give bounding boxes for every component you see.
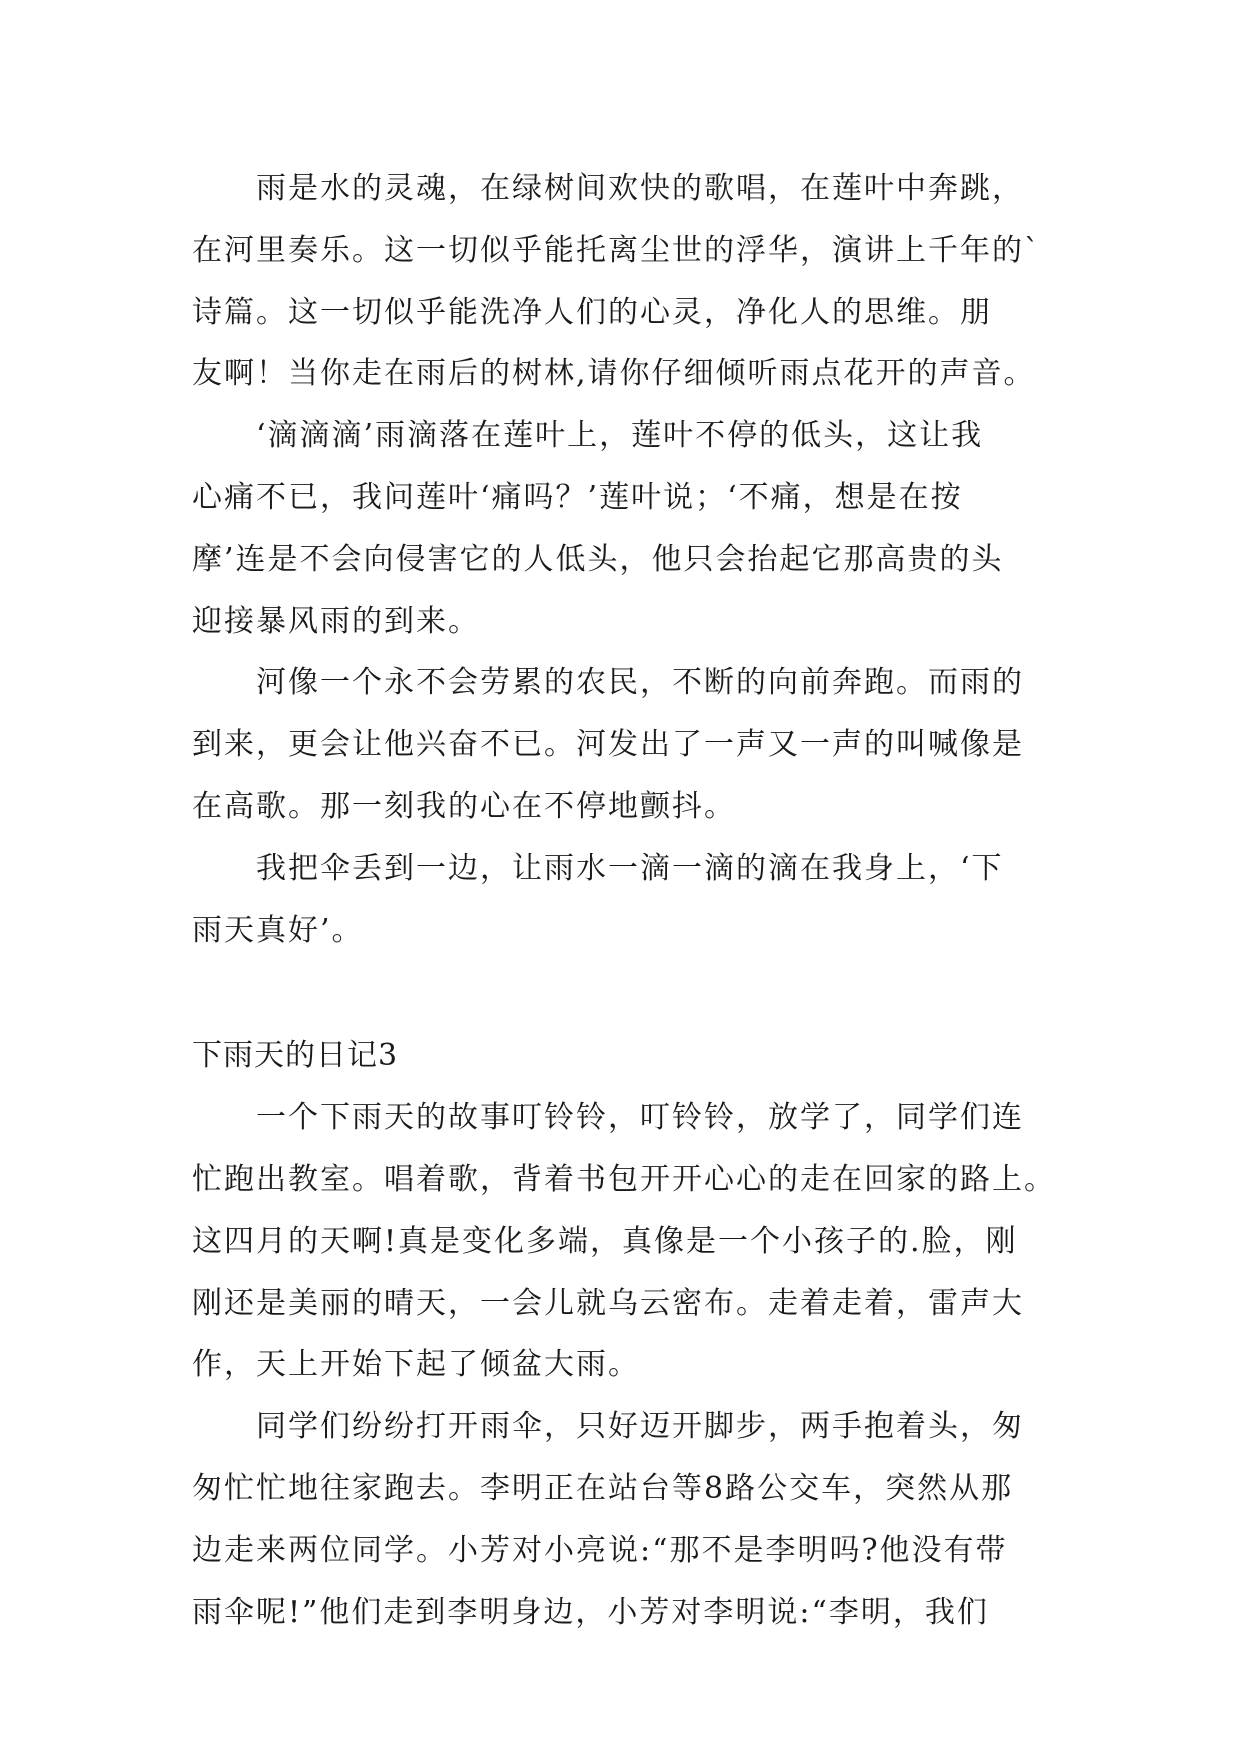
text-line: 同学们纷纷打开雨伞，只好迈开脚步，两手抱着头，匆 (256, 1409, 1024, 1445)
text-line: 在高歌。那一刻我的心在不停地颤抖。 (192, 788, 736, 824)
text-line: 我把伞丢到一边，让雨水一滴一滴的滴在我身上，‘下 (256, 850, 1004, 886)
document-body (192, 158, 1072, 1643)
paragraph (192, 405, 1072, 652)
paragraph (192, 158, 1072, 405)
text-line: 这四月的天啊!真是变化多端，真像是一个小孩子的.脸，刚 (192, 1223, 1018, 1259)
text-line: 刚还是美丽的晴天，一会儿就乌云密布。走着走着，雷声大 (192, 1285, 1024, 1321)
text-line: 河像一个永不会劳累的农民，不断的向前奔跑。而雨的 (256, 665, 1024, 701)
text-line: 迎接暴风雨的到来。 (192, 603, 480, 639)
text-line: 心痛不已，我问莲叶‘痛吗？’莲叶说；‘不痛，想是在按 (192, 479, 963, 515)
text-line: 一个下雨天的故事叮铃铃，叮铃铃，放学了，同学们连 (256, 1100, 1024, 1136)
text-line: 友啊！当你走在雨后的树林,请你仔细倾听雨点花开的声音。 (192, 356, 1036, 392)
section-heading: 下雨天的日记3 (192, 1038, 399, 1074)
text-line: 雨是水的灵魂，在绿树间欢快的歌唱，在莲叶中奔跳， (256, 171, 1024, 206)
paragraph (192, 652, 1072, 837)
text-line: 诗篇。这一切似乎能洗净人们的心灵，净化人的思维。朋 (192, 294, 992, 330)
text-line: 匆忙忙地往家跑去。李明正在站台等8路公交车，突然从那 (192, 1470, 1014, 1506)
text-line: 摩’连是不会向侵害它的人低头，他只会抬起它那高贵的头 (192, 541, 1004, 577)
paragraph (192, 1396, 1072, 1643)
text-line: 在河里奏乐。这一切似乎能托离尘世的浮华，演讲上千年的` (192, 232, 1041, 268)
text-line: 雨天真好’。 (192, 912, 364, 948)
paragraph (192, 1087, 1072, 1396)
text-line: 雨伞呢!”他们走到李明身边，小芳对李明说:“李明，我们 (192, 1594, 989, 1630)
text-line: ‘滴滴滴’雨滴落在莲叶上，莲叶不停的低头，这让我 (256, 418, 984, 454)
text-line: 边走来两位同学。小芳对小亮说:“那不是李明吗?他没有带 (192, 1532, 1008, 1568)
text-line: 作，天上开始下起了倾盆大雨。 (192, 1347, 640, 1383)
section-gap (192, 961, 1072, 1025)
text-line: 忙跑出教室。唱着歌，背着书包开开心心的走在回家的路上。 (192, 1161, 1056, 1197)
text-line: 到来，更会让他兴奋不已。河发出了一声又一声的叫喊像是 (192, 727, 1024, 763)
paragraph (192, 838, 1072, 962)
